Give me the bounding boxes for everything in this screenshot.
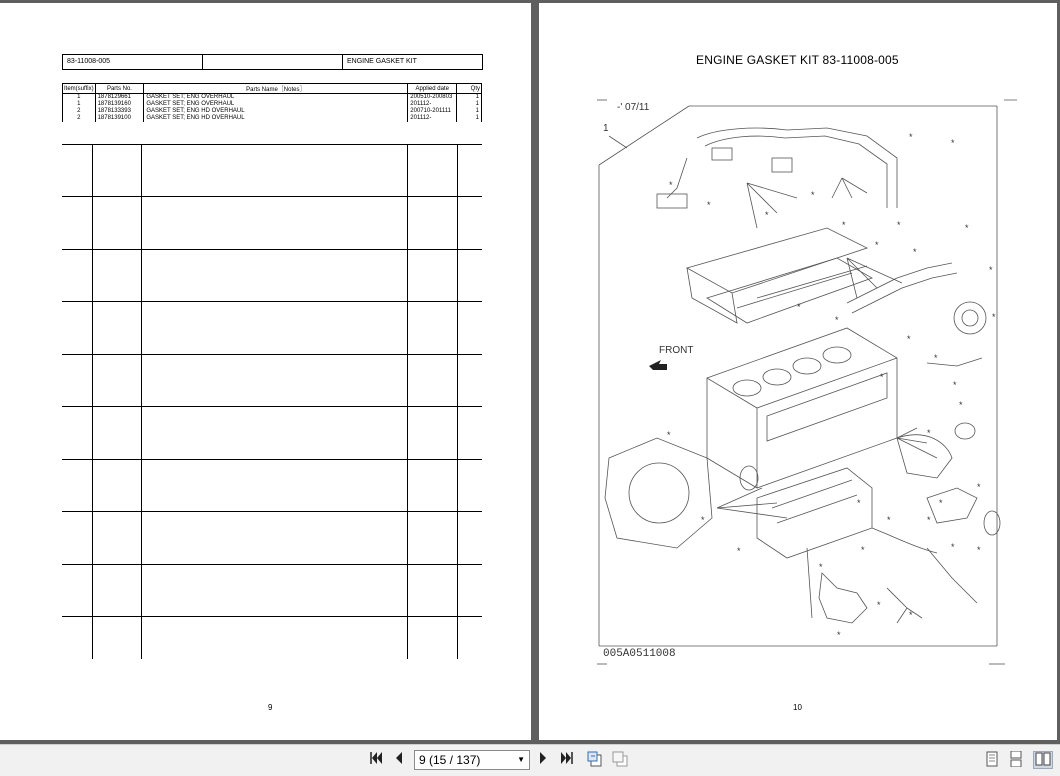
grid-rule — [62, 354, 482, 355]
svg-text:*: * — [959, 400, 963, 410]
svg-text:*: * — [861, 545, 865, 555]
cell-parts-name: GASKET SET; ENG HD OVERHAUL — [144, 115, 408, 122]
svg-text:*: * — [797, 302, 801, 312]
col-header-parts-no: Parts No. — [95, 84, 144, 94]
svg-text:*: * — [887, 515, 891, 525]
svg-text:*: * — [909, 610, 913, 620]
figure-code: 005A0511008 — [603, 648, 676, 660]
parts-header-box — [62, 54, 483, 70]
kit-title: ENGINE GASKET KIT — [347, 58, 417, 65]
svg-text:*: * — [669, 180, 673, 190]
cell-parts-name: GASKET SET; ENG HD OVERHAUL — [144, 108, 408, 115]
svg-text:*: * — [951, 138, 955, 148]
svg-text:*: * — [965, 223, 969, 233]
table-row — [63, 115, 482, 122]
cell-qty: 1 — [457, 115, 482, 122]
svg-text:*: * — [765, 210, 769, 220]
svg-text:*: * — [934, 353, 938, 363]
svg-text:*: * — [897, 220, 901, 230]
svg-text:*: * — [857, 498, 861, 508]
cell-applied-date: 200510-200803 — [408, 94, 457, 102]
cell-parts-name: GASKET SET; ENG OVERHAUL — [144, 101, 408, 108]
page-selector[interactable] — [414, 750, 530, 770]
front-arrow-icon — [649, 360, 667, 370]
svg-text:*: * — [701, 515, 705, 525]
last-page-icon[interactable] — [559, 751, 575, 769]
cell-applied-date: 201112- — [408, 115, 457, 122]
grid-col-rule — [457, 144, 458, 659]
grid-col-rule — [407, 144, 408, 659]
svg-text:*: * — [877, 600, 881, 610]
svg-text:*: * — [953, 380, 957, 390]
table-header-row — [63, 84, 482, 94]
header-blank — [203, 55, 343, 69]
svg-text:*: * — [811, 190, 815, 200]
cell-item: 1 — [63, 101, 96, 108]
next-page-icon[interactable] — [537, 751, 549, 769]
cell-applied-date: 201112- — [408, 101, 457, 108]
svg-text:*: * — [909, 132, 913, 142]
grid-rule — [62, 616, 482, 617]
cell-qty: 1 — [457, 101, 482, 108]
parts-table — [62, 83, 482, 122]
document-page-left — [0, 3, 531, 740]
page-title: ENGINE GASKET KIT 83-11008-005 — [696, 53, 899, 67]
svg-text:*: * — [927, 515, 931, 525]
viewer-toolbar — [0, 744, 1060, 776]
engine-gasket-diagram — [597, 98, 1017, 668]
previous-page-icon[interactable] — [393, 751, 405, 769]
grid-rule — [62, 144, 482, 145]
cell-parts-no: 1878129661 — [95, 94, 144, 102]
page-number: 9 — [268, 703, 273, 712]
grid-col-rule — [92, 144, 93, 659]
page-selector-value: 9 (15 / 137) — [419, 753, 481, 767]
svg-text:*: * — [989, 265, 993, 275]
cell-parts-name: GASKET SET; ENG OVERHAUL — [144, 94, 408, 102]
cell-item: 2 — [63, 108, 96, 115]
svg-text:*: * — [927, 428, 931, 438]
grid-rule — [62, 301, 482, 302]
empty-table-grid — [62, 144, 482, 659]
dropdown-arrow-icon: ▼ — [517, 755, 525, 764]
grid-rule — [62, 406, 482, 407]
svg-text:*: * — [835, 315, 839, 325]
cell-item: 1 — [63, 94, 96, 102]
svg-text:*: * — [939, 498, 943, 508]
diagram-date-label: -' 07/11 — [617, 102, 650, 113]
cell-qty: 1 — [457, 108, 482, 115]
copy-icon[interactable] — [611, 751, 629, 769]
continuous-view-icon[interactable] — [1008, 751, 1024, 769]
grid-rule — [62, 196, 482, 197]
col-header-parts-name: Parts Name［Notes］ — [144, 84, 408, 94]
cell-parts-no: 1878139100 — [95, 115, 144, 122]
svg-text:*: * — [707, 200, 711, 210]
table-row — [63, 101, 482, 108]
svg-text:*: * — [837, 630, 841, 640]
cell-item: 2 — [63, 115, 96, 122]
svg-text:*: * — [913, 247, 917, 257]
kit-code: 83-11008-005 — [63, 55, 203, 69]
grid-rule — [62, 249, 482, 250]
svg-text:*: * — [667, 430, 671, 440]
svg-text:*: * — [842, 220, 846, 230]
col-header-qty: Qty — [457, 84, 482, 94]
svg-text:*: * — [977, 482, 981, 492]
table-row — [63, 94, 482, 102]
front-label: FRONT — [659, 345, 694, 356]
export-icon[interactable] — [586, 751, 604, 769]
svg-text:*: * — [737, 546, 741, 556]
first-page-icon[interactable] — [368, 751, 384, 769]
svg-text:*: * — [992, 312, 996, 322]
grid-col-rule — [141, 144, 142, 659]
cell-applied-date: 200710-201111 — [408, 108, 457, 115]
grid-rule — [62, 511, 482, 512]
svg-text:*: * — [819, 562, 823, 572]
cell-qty: 1 — [457, 94, 482, 102]
svg-text:*: * — [951, 542, 955, 552]
svg-text:*: * — [977, 545, 981, 555]
cell-parts-no: 1878139160 — [95, 101, 144, 108]
grid-rule — [62, 564, 482, 565]
diagram-item-label: 1 — [603, 123, 609, 134]
grid-rule — [62, 459, 482, 460]
single-page-view-icon[interactable] — [984, 751, 1000, 769]
col-header-applied-date: Applied date — [408, 84, 457, 94]
two-page-view-icon[interactable] — [1033, 751, 1053, 769]
svg-text:*: * — [875, 240, 879, 250]
svg-text:*: * — [907, 334, 911, 344]
col-header-item: Item(suffix) — [64, 85, 94, 92]
svg-text:*: * — [880, 372, 884, 382]
table-row — [63, 108, 482, 115]
document-page-right — [539, 3, 1057, 740]
page-number: 10 — [793, 703, 802, 712]
cell-parts-no: 1878133393 — [95, 108, 144, 115]
